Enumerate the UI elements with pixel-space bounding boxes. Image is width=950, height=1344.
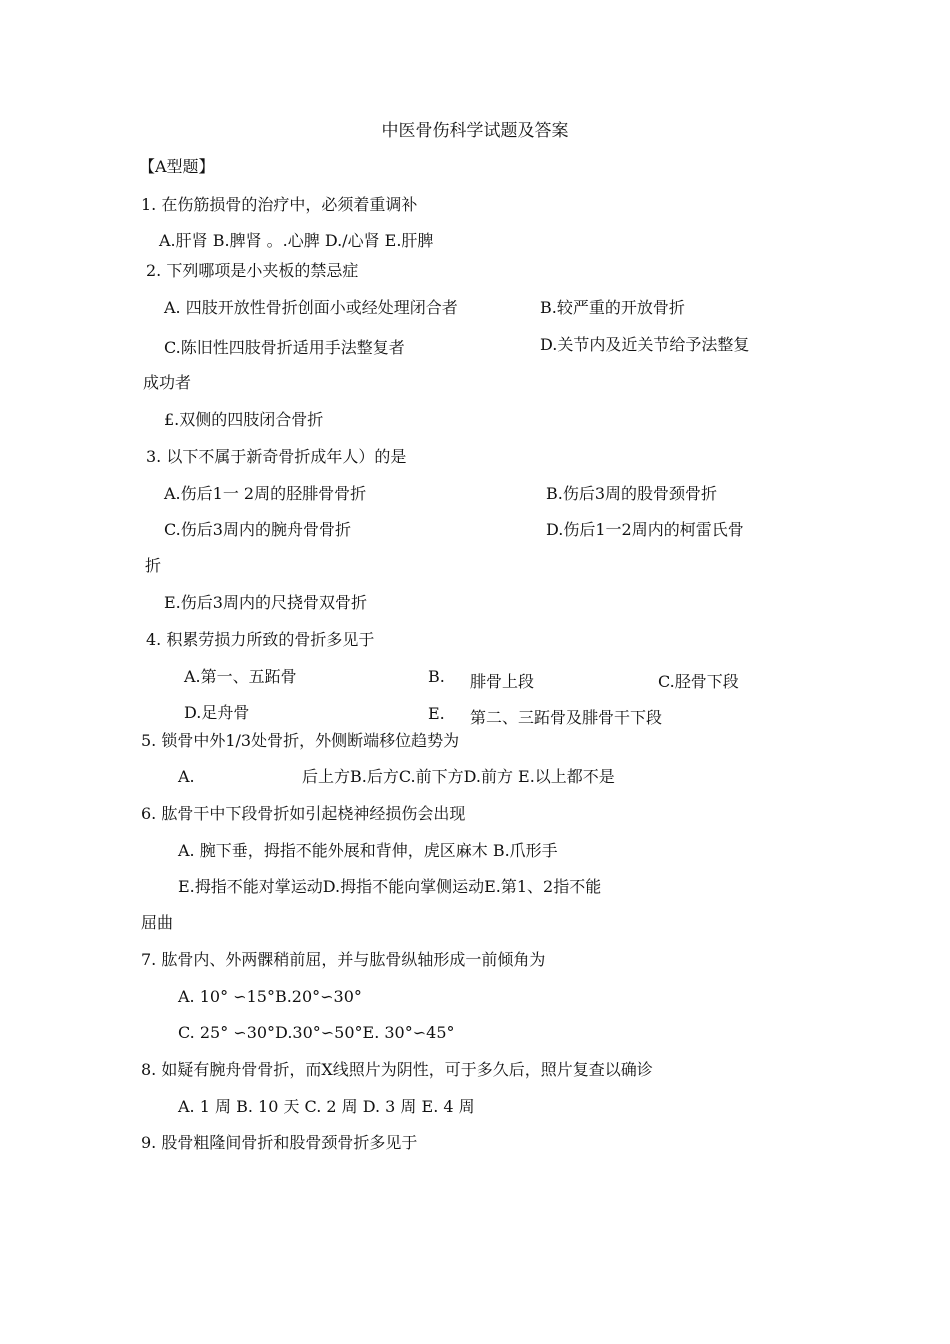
question-4-option-e-letter: E. bbox=[428, 704, 445, 723]
question-7-options-line-2: C. 25° ∽30°D.30°∽50°E. 30°∽45° bbox=[178, 1023, 455, 1042]
question-2-option-b: B.较严重的开放骨折 bbox=[540, 298, 685, 317]
question-7-stem: 7. 肱骨内、外两髁稍前屈，并与肱骨纵轴形成一前倾角为 bbox=[141, 950, 546, 969]
question-4-option-c: C.胫骨下段 bbox=[658, 672, 739, 691]
question-1-options: A.肝肾 B.脾肾 。.心脾 D./心肾 E.肝脾 bbox=[159, 231, 434, 250]
question-9-stem: 9. 股骨粗隆间骨折和股骨颈骨折多见于 bbox=[141, 1133, 418, 1152]
question-2-stem: 2. 下列哪项是小夹板的禁忌症 bbox=[146, 261, 359, 280]
question-2-option-a: A. 四肢开放性骨折创面小或经处理闭合者 bbox=[164, 298, 458, 317]
question-3-option-b: B.伤后3周的股骨颈骨折 bbox=[546, 484, 718, 503]
question-2-option-e: £.双侧的四肢闭合骨折 bbox=[164, 410, 324, 429]
question-2-option-c: C.陈旧性四肢骨折适用手法整复者 bbox=[164, 338, 405, 357]
question-3-option-e: E.伤后3周内的尺挠骨双骨折 bbox=[164, 593, 367, 612]
question-3-option-a: A.伤后1一 2周的胫腓骨骨折 bbox=[164, 484, 367, 503]
question-7-options-line-1: A. 10° ∽15°B.20°∽30° bbox=[178, 987, 362, 1006]
question-4-option-d: D.足舟骨 bbox=[184, 703, 250, 722]
question-8-options: A. 1 周 B. 10 天 C. 2 周 D. 3 周 E. 4 周 bbox=[178, 1097, 475, 1116]
question-3-option-c: C.伤后3周内的腕舟骨骨折 bbox=[164, 520, 351, 539]
question-5-option-a-letter: A. bbox=[178, 767, 195, 786]
question-3-option-d: D.伤后1一2周内的柯雷氏骨 bbox=[546, 520, 744, 539]
question-4-stem: 4. 积累劳损力所致的骨折多见于 bbox=[146, 630, 375, 649]
question-5-options: 后上方B.后方C.前下方D.前方 E.以上都不是 bbox=[302, 767, 615, 786]
question-8-stem: 8. 如疑有腕舟骨骨折，而X线照片为阴性，可于多久后，照片复查以确诊 bbox=[141, 1060, 653, 1079]
question-5-stem: 5. 锁骨中外1/3处骨折，外侧断端移位趋势为 bbox=[141, 731, 460, 750]
question-6-stem: 6. 肱骨干中下段骨折如引起桡神经损伤会出现 bbox=[141, 804, 466, 823]
question-2-option-d: D.关节内及近关节给予法整复 bbox=[540, 335, 750, 354]
section-heading: 【A型题】 bbox=[139, 157, 215, 176]
question-3-option-d-continued: 折 bbox=[145, 556, 162, 575]
question-4-option-b-letter: B. bbox=[428, 667, 445, 686]
question-6-options-line-2: E.拇指不能对掌运动D.拇指不能向掌侧运动E.第1、2指不能 bbox=[178, 877, 602, 896]
question-4-option-b: 腓骨上段 bbox=[470, 672, 535, 691]
document-title: 中医骨伤科学试题及答案 bbox=[381, 121, 569, 141]
question-6-options-continued: 屈曲 bbox=[141, 913, 174, 932]
question-4-option-e: 第二、三跖骨及腓骨干下段 bbox=[470, 708, 663, 727]
question-3-stem: 3. 以下不属于新奇骨折成年人）的是 bbox=[146, 447, 407, 466]
question-4-option-a: A.第一、五跖骨 bbox=[184, 667, 297, 686]
question-2-option-d-continued: 成功者 bbox=[143, 373, 192, 392]
question-6-options-line-1: A. 腕下垂，拇指不能外展和背伸，虎区麻木 B.爪形手 bbox=[178, 841, 558, 860]
question-1-stem: 1. 在伤筋损骨的治疗中，必须着重调补 bbox=[141, 195, 418, 214]
